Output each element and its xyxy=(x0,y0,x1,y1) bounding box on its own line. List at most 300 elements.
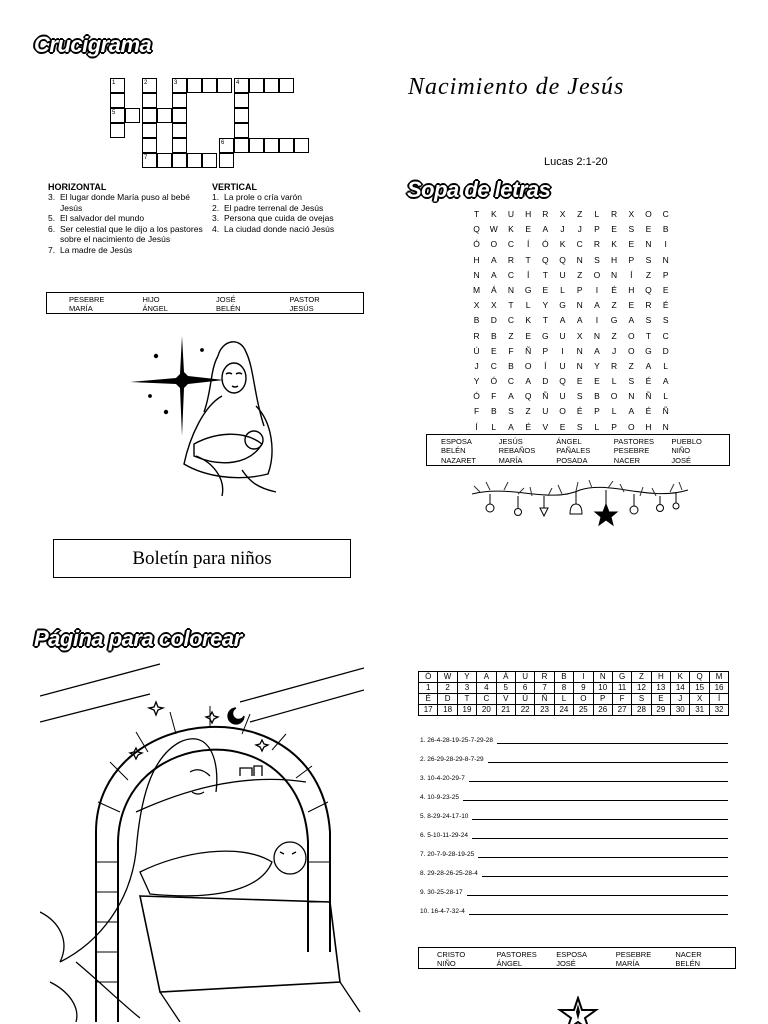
wordsearch-letter[interactable]: M xyxy=(473,284,481,295)
wordsearch-letter[interactable]: T xyxy=(525,254,531,265)
wordsearch-letter[interactable]: E xyxy=(645,224,652,235)
wordsearch-letter[interactable]: A xyxy=(490,269,497,280)
wordsearch-letter[interactable]: B xyxy=(490,330,497,341)
wordsearch-letter[interactable]: L xyxy=(611,376,617,387)
wordsearch-letter[interactable]: C xyxy=(507,376,515,387)
wordsearch-letter[interactable]: U xyxy=(559,330,566,341)
crossword-cell[interactable] xyxy=(125,108,140,123)
cipher-clue-row xyxy=(420,812,728,820)
wordsearch-letter[interactable]: O xyxy=(627,345,635,356)
answer-line[interactable] xyxy=(472,812,728,820)
cipher-letter: E xyxy=(651,694,670,705)
wordsearch-letter[interactable]: C xyxy=(507,315,515,326)
wordsearch-letter[interactable]: N xyxy=(473,269,480,280)
wordsearch-letter[interactable]: U xyxy=(559,360,566,371)
crossword-cell[interactable] xyxy=(294,138,309,153)
wordsearch-letter[interactable]: K xyxy=(559,239,566,250)
cipher-key-table xyxy=(418,671,729,716)
crossword-cell[interactable] xyxy=(249,78,264,93)
wordsearch-letter[interactable]: F xyxy=(491,391,497,402)
wordsearch-letter[interactable]: P xyxy=(594,406,600,417)
clue-item: 1. La prole o cría varón xyxy=(212,192,302,202)
wordsearch-letter[interactable]: A xyxy=(594,345,600,356)
answer-line[interactable] xyxy=(469,907,728,915)
wordsearch-letter[interactable]: L xyxy=(611,406,617,417)
wordsearch-letter[interactable]: N xyxy=(576,300,583,311)
word-bank-item: ÁNGEL xyxy=(142,304,168,313)
wordsearch-letter[interactable]: P xyxy=(611,421,617,432)
wordsearch-letter[interactable]: X xyxy=(628,209,635,219)
cipher-letter: K xyxy=(671,672,690,683)
word-bank-item: BELÉN xyxy=(441,446,466,456)
wordsearch-letter[interactable]: Q xyxy=(559,254,566,265)
wordsearch-letter[interactable]: E xyxy=(576,376,583,387)
horizontal-title: HORIZONTAL xyxy=(48,182,107,192)
wordsearch-letter[interactable]: O xyxy=(627,330,635,341)
answer-line[interactable] xyxy=(478,850,728,858)
wordsearch-letter[interactable]: É xyxy=(525,421,531,432)
wordsearch-letter[interactable]: R xyxy=(611,360,618,371)
wordsearch-letter[interactable]: T xyxy=(542,315,548,326)
word-bank-item: PASTORES xyxy=(613,437,654,446)
wordsearch-letter[interactable]: É xyxy=(645,406,652,417)
wordsearch-letter[interactable]: Z xyxy=(611,300,617,311)
wordsearch-letter[interactable]: A xyxy=(576,315,583,326)
wordsearch-letter[interactable]: Ñ xyxy=(645,391,652,402)
wordsearch-letter[interactable]: S xyxy=(628,224,635,235)
wordsearch-letter[interactable]: Í xyxy=(475,421,478,432)
wordsearch-letter[interactable]: F xyxy=(508,345,514,356)
wordsearch-letter[interactable]: C xyxy=(662,209,669,219)
wordsearch-letter[interactable]: Z xyxy=(508,330,514,341)
wordsearch-letter[interactable]: A xyxy=(645,360,652,371)
wordsearch-letter[interactable]: K xyxy=(490,209,497,219)
wordsearch-letter[interactable]: X xyxy=(490,300,497,311)
wordsearch-letter[interactable]: N xyxy=(593,330,600,341)
wordsearch-letter[interactable]: E xyxy=(559,421,566,432)
wordsearch-letter[interactable]: Z xyxy=(645,269,652,280)
cipher-number: 15 xyxy=(690,683,709,694)
wordsearch-letter[interactable]: H xyxy=(473,254,480,265)
crossword-number-2: 2 xyxy=(144,80,148,86)
wordsearch-letter[interactable]: R xyxy=(645,300,652,311)
wordsearch-letter[interactable]: J xyxy=(611,345,617,356)
wordsearch-letter[interactable]: P xyxy=(576,284,583,295)
cipher-letter: Y xyxy=(457,672,476,683)
crossword-cell[interactable] xyxy=(110,78,125,93)
wordsearch-letter[interactable]: A xyxy=(525,376,531,387)
wordsearch-letter[interactable]: B xyxy=(473,315,480,326)
wordsearch-letter[interactable]: A xyxy=(628,406,635,417)
wordsearch-letter[interactable]: E xyxy=(490,345,497,356)
crossword-cell[interactable] xyxy=(157,108,172,123)
wordsearch-letter[interactable]: S xyxy=(645,315,652,326)
wordsearch-letter[interactable]: Ú xyxy=(473,345,480,356)
answer-line[interactable] xyxy=(482,869,728,877)
wordsearch-letter[interactable]: C xyxy=(662,330,669,341)
wordsearch-letter[interactable]: Y xyxy=(542,300,549,311)
wordsearch-letter[interactable]: H xyxy=(628,284,635,295)
wordsearch-letter[interactable]: S xyxy=(662,315,669,326)
wordsearch-letter[interactable]: T xyxy=(542,269,548,280)
crossword-cell[interactable] xyxy=(264,138,279,153)
crossword-cell[interactable] xyxy=(249,138,264,153)
wordsearch-letter[interactable]: S xyxy=(628,376,635,387)
wordsearch-letter[interactable]: D xyxy=(542,376,549,387)
cipher-number: 31 xyxy=(690,705,709,716)
wordsearch-letter[interactable]: K xyxy=(525,315,531,326)
cipher-letter: O xyxy=(574,694,593,705)
wordsearch-letter[interactable]: W xyxy=(489,224,498,235)
clue-item: 6. Ser celestial que le dijo a los pastores sobre el nacimiento de Jesús xyxy=(48,223,203,244)
wordsearch-letter[interactable]: U xyxy=(559,269,566,280)
word-bank-item: REBAÑOS xyxy=(498,446,536,456)
crossword-cell[interactable] xyxy=(172,153,187,168)
cipher-letter: W xyxy=(438,672,457,683)
crossword-cell[interactable] xyxy=(172,108,187,123)
cipher-clue-text: 2. 26-29-28-29-8-7-29 xyxy=(420,756,484,763)
wordsearch-letter[interactable]: Y xyxy=(594,360,600,371)
wordsearch-letter[interactable]: D xyxy=(662,345,669,356)
crossword-cell[interactable] xyxy=(172,93,187,108)
word-bank-item: NACER xyxy=(613,455,641,465)
wordsearch-letter[interactable]: L xyxy=(525,300,531,311)
crossword-cell[interactable] xyxy=(234,138,249,153)
wordsearch-letter[interactable]: Ñ xyxy=(662,406,669,417)
cipher-letter: X xyxy=(690,694,709,705)
wordsearch-letter[interactable]: É xyxy=(611,284,617,295)
cipher-number: 18 xyxy=(438,705,457,716)
crossword-cell[interactable] xyxy=(202,78,217,93)
crossword-cell[interactable] xyxy=(217,78,232,93)
crossword-cell[interactable] xyxy=(234,93,249,108)
cipher-number: 9 xyxy=(574,683,593,694)
crossword-cell[interactable] xyxy=(172,138,187,153)
wordsearch-letter[interactable]: V xyxy=(542,421,549,432)
wordsearch-letter[interactable]: U xyxy=(542,406,549,417)
crossword-number-3: 3 xyxy=(174,80,178,86)
wordsearch-letter[interactable]: É xyxy=(662,300,669,311)
crossword-cell[interactable] xyxy=(202,153,217,168)
answer-line[interactable] xyxy=(472,831,728,839)
wordsearch-letter[interactable]: B xyxy=(490,406,497,417)
crossword-cell[interactable] xyxy=(172,78,187,93)
crossword-cell[interactable] xyxy=(110,108,125,123)
wordsearch-letter[interactable]: R xyxy=(542,209,549,219)
wordsearch-letter[interactable]: A xyxy=(490,254,497,265)
wordsearch-letter[interactable]: P xyxy=(542,345,549,356)
wordsearch-letter[interactable]: L xyxy=(663,391,669,402)
crossword-cell[interactable] xyxy=(234,108,249,123)
cipher-number: 21 xyxy=(496,705,515,716)
crossword-cell[interactable] xyxy=(142,153,157,168)
cipher-clue-row xyxy=(420,831,728,839)
wordsearch-letter[interactable]: A xyxy=(594,300,600,311)
cipher-clue-row xyxy=(420,869,728,877)
crossword-cell[interactable] xyxy=(264,78,279,93)
wordsearch-letter[interactable]: R xyxy=(593,239,600,250)
wordsearch-letter[interactable]: X xyxy=(576,330,583,341)
wordsearch-letter[interactable]: Í xyxy=(526,269,530,280)
wordsearch-letter[interactable]: Z xyxy=(611,330,617,341)
wordsearch-letter[interactable]: C xyxy=(507,269,515,280)
wordsearch-letter[interactable]: O xyxy=(610,391,618,402)
clue-item: 4. La ciudad donde nació Jesús xyxy=(212,223,335,234)
wordsearch-letter[interactable]: A xyxy=(559,315,566,326)
word-bank-item: MARÍA xyxy=(615,959,640,968)
wordsearch-letter[interactable]: Ñ xyxy=(525,345,532,356)
word-bank-item: PESEBRE xyxy=(615,950,652,959)
crossword-number-6: 6 xyxy=(221,140,225,146)
wordsearch-letter[interactable]: E xyxy=(628,300,635,311)
answer-line[interactable] xyxy=(469,774,728,782)
cipher-number: 5 xyxy=(496,683,515,694)
wordsearch-letter[interactable]: T xyxy=(473,209,480,219)
crossword-cell[interactable] xyxy=(142,78,157,93)
wordsearch-letter[interactable]: U xyxy=(507,209,515,219)
wordsearch-letter[interactable]: N xyxy=(576,254,583,265)
word-bank-item: ÁNGEL xyxy=(556,437,582,446)
wordsearch-letter[interactable]: G xyxy=(645,345,652,356)
word-bank-item: ESPOSA xyxy=(441,437,472,446)
cipher-number: 16 xyxy=(709,683,728,694)
wordsearch-letter[interactable]: E xyxy=(628,239,635,250)
cipher-letter: Ó xyxy=(419,672,438,683)
star-ornament-icon xyxy=(556,996,600,1024)
crossword-number-4: 4 xyxy=(236,80,240,86)
wordsearch-letter[interactable]: A xyxy=(662,376,669,387)
wordsearch-panel xyxy=(428,203,692,430)
cipher-number: 25 xyxy=(574,705,593,716)
cipher-number: 12 xyxy=(632,683,651,694)
wordsearch-letter[interactable]: N xyxy=(576,360,583,371)
cipher-letter: Z xyxy=(632,672,651,683)
wordsearch-letter[interactable]: Ñ xyxy=(542,391,549,402)
wordsearch-letter[interactable]: N xyxy=(662,421,669,432)
crossword-number-5: 5 xyxy=(112,110,116,116)
word-bank-item: JOSÉ xyxy=(556,959,576,968)
wordsearch-letter[interactable]: L xyxy=(663,360,669,371)
wordsearch-word-bank xyxy=(426,434,730,466)
wordsearch-letter[interactable]: N xyxy=(507,284,515,295)
crossword-cell[interactable] xyxy=(142,93,157,108)
wordsearch-letter[interactable]: A xyxy=(542,224,549,235)
wordsearch-letter[interactable]: H xyxy=(525,209,532,219)
wordsearch-letter[interactable]: Ó xyxy=(473,239,480,250)
word-bank-item: JESÚS xyxy=(289,304,314,313)
wordsearch-letter[interactable]: R xyxy=(611,209,618,219)
cipher-clue-row xyxy=(420,793,728,801)
crossword-cell[interactable] xyxy=(157,153,172,168)
wordsearch-letter[interactable]: Q xyxy=(542,254,549,265)
crossword-cell[interactable] xyxy=(219,153,234,168)
wordsearch-letter[interactable]: K xyxy=(508,224,514,235)
wordsearch-letter[interactable]: I xyxy=(561,345,564,356)
crossword-cell[interactable] xyxy=(142,138,157,153)
wordsearch-letter[interactable]: Q xyxy=(524,391,532,402)
horizontal-clues xyxy=(48,182,206,255)
wordsearch-letter[interactable]: J xyxy=(560,224,565,235)
wordsearch-letter[interactable]: R xyxy=(473,330,480,341)
wordsearch-letter[interactable]: C xyxy=(576,239,583,250)
wordsearch-letter[interactable]: Ó xyxy=(473,391,480,402)
crossword-cell[interactable] xyxy=(110,123,125,138)
clue-item: 5. El salvador del mundo xyxy=(48,213,145,223)
bulletin-title: Boletín para niños xyxy=(53,539,351,578)
wordsearch-letter[interactable]: Á xyxy=(490,284,497,295)
wordsearch-letter[interactable]: Í xyxy=(544,360,547,371)
cipher-number: 26 xyxy=(593,705,612,716)
wordsearch-letter[interactable]: T xyxy=(508,300,514,311)
wordsearch-letter[interactable]: F xyxy=(473,406,480,417)
wordsearch-letter[interactable]: N xyxy=(662,254,669,265)
wordsearch-letter[interactable]: E xyxy=(662,284,669,295)
cipher-clue-row xyxy=(420,736,728,744)
crossword-cell[interactable] xyxy=(187,78,202,93)
wordsearch-letter[interactable]: É xyxy=(576,406,583,417)
wordsearch-letter[interactable]: L xyxy=(594,421,600,432)
wordsearch-letter[interactable]: N xyxy=(645,239,652,250)
cipher-number: 13 xyxy=(651,683,670,694)
wordsearch-letter[interactable]: Q xyxy=(473,224,480,235)
clue-item: 3. Persona que cuida de ovejas xyxy=(212,213,334,223)
wordsearch-letter[interactable]: B xyxy=(594,391,600,402)
wordsearch-letter[interactable]: E xyxy=(611,224,617,235)
wordsearch-letter[interactable]: N xyxy=(628,391,635,402)
wordsearch-letter[interactable]: G xyxy=(524,284,532,295)
wordsearch-letter[interactable]: O xyxy=(645,209,652,219)
wordsearch-letter[interactable]: O xyxy=(593,269,601,280)
wordsearch-letter[interactable]: Z xyxy=(628,360,634,371)
cipher-number: 3 xyxy=(457,683,476,694)
wordsearch-letter[interactable]: O xyxy=(490,239,498,250)
coloring-illustration xyxy=(40,662,364,1022)
wordsearch-letter[interactable]: A xyxy=(628,315,635,326)
wordsearch-letter[interactable]: Q xyxy=(559,376,566,387)
cipher-clue-text: 5. 8-29-24-17-10 xyxy=(420,813,469,820)
cipher-clue-text: 1. 26-4-28-19-25-7-29-28 xyxy=(420,737,493,744)
wordsearch-letter[interactable]: S xyxy=(594,254,600,265)
wordsearch-letter[interactable]: J xyxy=(474,360,479,371)
wordsearch-letter[interactable]: N xyxy=(576,345,583,356)
wordsearch-letter[interactable]: G xyxy=(542,330,549,341)
cipher-number: 17 xyxy=(419,705,438,716)
wordsearch-letter[interactable]: L xyxy=(560,284,565,295)
wordsearch-letter[interactable]: É xyxy=(645,376,652,387)
wordsearch-letter[interactable]: O xyxy=(627,421,635,432)
wordsearch-letter[interactable]: H xyxy=(645,421,652,432)
answer-line[interactable] xyxy=(497,736,728,744)
wordsearch-letter[interactable]: P xyxy=(594,224,600,235)
wordsearch-letter[interactable]: E xyxy=(542,284,549,295)
wordsearch-letter[interactable]: S xyxy=(508,406,514,417)
crossword-cell[interactable] xyxy=(279,138,294,153)
wordsearch-letter[interactable]: Z xyxy=(577,209,583,219)
wordsearch-letter[interactable]: I xyxy=(664,239,667,250)
crossword-cell[interactable] xyxy=(142,123,157,138)
wordsearch-letter[interactable]: K xyxy=(611,239,617,250)
word-bank-item: PAÑALES xyxy=(556,446,591,456)
mary-baby-illustration xyxy=(126,326,286,502)
wordsearch-letter[interactable]: L xyxy=(491,421,497,432)
answer-line[interactable] xyxy=(488,755,728,763)
wordsearch-letter[interactable]: T xyxy=(645,330,652,341)
answer-line[interactable] xyxy=(463,793,728,801)
crossword-cell[interactable] xyxy=(219,138,234,153)
wordsearch-letter[interactable]: N xyxy=(611,269,618,280)
wordsearch-letter[interactable]: I xyxy=(595,284,599,295)
wordsearch-letter[interactable]: X xyxy=(559,209,566,219)
wordsearch-letter[interactable]: Y xyxy=(473,376,480,387)
cipher-number: 23 xyxy=(535,705,554,716)
wordsearch-letter[interactable]: I xyxy=(595,315,599,326)
wordsearch-letter[interactable]: O xyxy=(524,360,532,371)
wordsearch-letter[interactable]: A xyxy=(508,391,514,402)
wordsearch-letter[interactable]: G xyxy=(610,315,618,326)
wordsearch-letter[interactable]: C xyxy=(507,239,515,250)
crossword-grid xyxy=(46,70,366,255)
wordsearch-letter[interactable]: H xyxy=(611,254,618,265)
wordsearch-letter[interactable]: S xyxy=(576,391,583,402)
scripture-reference: Lucas 2:1-20 xyxy=(544,156,608,168)
wordsearch-letter[interactable]: S xyxy=(576,421,583,432)
answer-line[interactable] xyxy=(467,888,728,896)
wordsearch-letter[interactable]: A xyxy=(508,421,514,432)
wordsearch-letter[interactable]: S xyxy=(645,254,652,265)
word-bank-item: MARÍA xyxy=(498,455,523,465)
wordsearch-letter[interactable]: O xyxy=(559,406,566,417)
wordsearch-letter[interactable]: J xyxy=(577,224,582,235)
cipher-number: 29 xyxy=(651,705,670,716)
wordsearch-letter[interactable]: G xyxy=(559,300,566,311)
crossword-cell[interactable] xyxy=(279,78,294,93)
word-bank-item: JESÚS xyxy=(498,437,523,446)
wordsearch-letter[interactable]: Q xyxy=(645,284,652,295)
wordsearch-letter[interactable]: Í xyxy=(630,269,633,280)
crossword-cell[interactable] xyxy=(142,108,157,123)
wordsearch-letter[interactable]: Ó xyxy=(490,376,498,387)
crossword-cell[interactable] xyxy=(187,153,202,168)
wordsearch-letter[interactable]: P xyxy=(628,254,635,265)
wordsearch-letter[interactable]: U xyxy=(559,391,566,402)
crossword-cell[interactable] xyxy=(234,78,249,93)
cipher-clue-row xyxy=(420,774,728,782)
wordsearch-letter[interactable]: C xyxy=(490,360,497,371)
wordsearch-letter[interactable]: D xyxy=(490,315,497,326)
wordsearch-letter[interactable]: E xyxy=(525,224,531,235)
cipher-word-bank xyxy=(418,947,736,969)
wordsearch-letter[interactable]: E xyxy=(594,376,600,387)
cipher-letter: Q xyxy=(690,672,709,683)
wordsearch-letter[interactable]: L xyxy=(594,209,600,219)
cipher-number: 19 xyxy=(457,705,476,716)
wordsearch-letter[interactable]: E xyxy=(525,330,531,341)
wordsearch-letter[interactable]: Ó xyxy=(542,239,549,250)
crossword-cell[interactable] xyxy=(234,123,249,138)
cipher-letter: R xyxy=(535,672,554,683)
wordsearch-letter[interactable]: B xyxy=(508,360,514,371)
crossword-cell[interactable] xyxy=(110,93,125,108)
crossword-cell[interactable] xyxy=(172,123,187,138)
wordsearch-letter[interactable]: P xyxy=(662,269,669,280)
wordsearch-letter[interactable]: Í xyxy=(526,239,530,250)
wordsearch-letter[interactable]: Z xyxy=(577,269,583,280)
cipher-letter: U xyxy=(515,672,534,683)
wordsearch-letter[interactable]: R xyxy=(507,254,515,265)
wordsearch-letter[interactable]: Z xyxy=(525,406,531,417)
wordsearch-letter[interactable]: B xyxy=(662,224,669,235)
wordsearch-letter[interactable]: X xyxy=(473,300,480,311)
